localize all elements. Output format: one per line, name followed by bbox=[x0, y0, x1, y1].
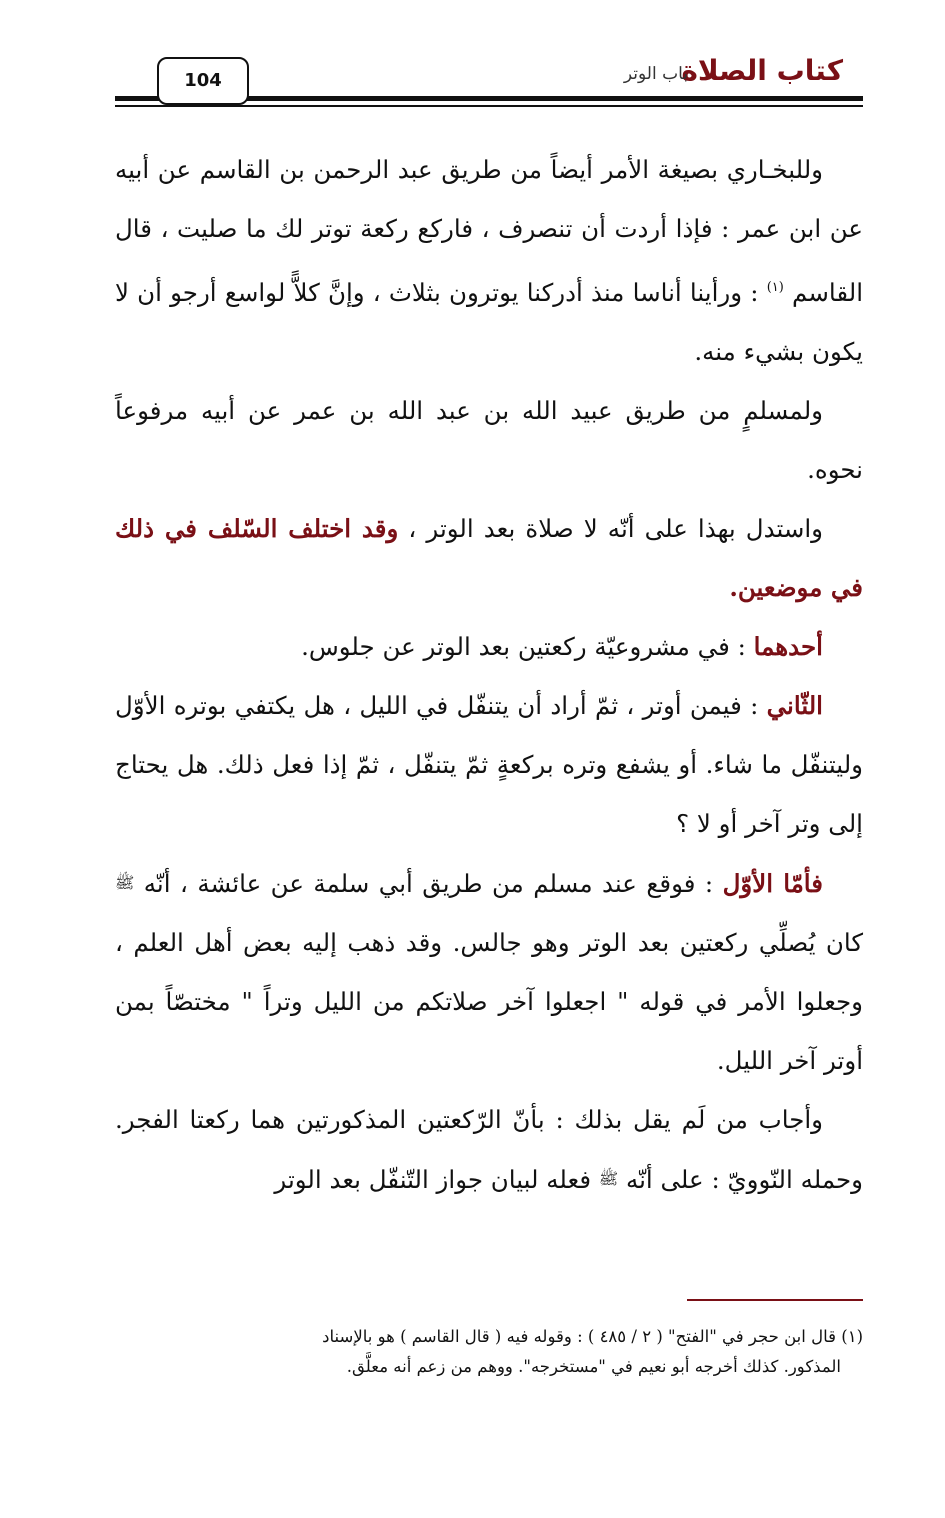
main-text bbox=[115, 140, 863, 1209]
footnotes bbox=[115, 1322, 863, 1382]
paragraph-5-label: الثّاني bbox=[766, 691, 823, 720]
paragraph-7-text-2: فعله لبيان جواز التّنفّل بعد الوتر bbox=[274, 1165, 599, 1194]
chapter-title: باب الوتر bbox=[623, 64, 688, 84]
footnote-1-line-1: (١) قال ابن حجر في "الفتح" ( ٢ / ٤٨٥ ) : وقوله فيه ( قال القاسم ) هو بالإسناد bbox=[322, 1327, 863, 1346]
paragraph-4-label: أحدهما bbox=[753, 632, 823, 661]
pbuh-icon: ﷺ bbox=[598, 1169, 619, 1188]
header-rule-thin bbox=[115, 105, 863, 107]
paragraph-7 bbox=[115, 1090, 863, 1209]
paragraph-2: ولمسلمٍ من طريق عبيد الله بن عبد الله بن عمر عن أبيه مرفوعاً نحوه. bbox=[115, 396, 863, 484]
paragraph-5-text: : فيمن أوتر ، ثمّ أراد أن يتنفّل في الليل ، هل يكتفي بوتره الأوّل وليتنفّل ما شاء. أو يشفع وتره بركعةٍ ثمّ يتنفّل ، ثمّ إذا فعل ذلك. هل يحتاج إلى وتر آخر أو لا ؟ bbox=[115, 691, 863, 838]
paragraph-6 bbox=[115, 853, 863, 1090]
pbuh-icon: ﷺ bbox=[115, 873, 135, 892]
paragraph-1 bbox=[115, 140, 863, 381]
paragraph-7-text-1: وأجاب من لَم يقل بذلك : بأنّ الرّكعتين المذكورتين هما ركعتا الفجر. وحمله النّوويّ : على أنّه bbox=[115, 1105, 863, 1194]
paragraph-5 bbox=[115, 676, 863, 853]
book-title: كتاب الصلاة bbox=[681, 54, 843, 87]
footnote-reference[interactable]: (١) bbox=[766, 280, 784, 295]
paragraph-3 bbox=[115, 499, 863, 617]
footnote-separator bbox=[687, 1299, 863, 1301]
paragraph-6-label: فأمّا الأوّل bbox=[722, 869, 823, 898]
paragraph-4-text: : في مشروعيّة ركعتين بعد الوتر عن جلوس. bbox=[301, 632, 754, 661]
paragraph-6-text-2: كان يُصلِّي ركعتين بعد الوتر وهو جالس. وقد ذهب إليه بعض أهل العلم ، وجعلوا الأمر في قوله " اجعلوا آخر صلاتكم من الليل وتراً " مختصّاً بمن أوتر آخر الليل. bbox=[115, 928, 863, 1075]
paragraph-3-text: واستدل بهذا على أنّه لا صلاة بعد الوتر ، bbox=[398, 514, 824, 543]
paragraph-6-text-1: : فوقع عند مسلم من طريق أبي سلمة عن عائشة ، أنّه bbox=[134, 869, 723, 898]
paragraph-4 bbox=[115, 617, 863, 676]
paragraph-1-text: وللبخـاري بصيغة الأمر أيضاً من طريق عبد الرحمن بن القاسم عن أبيه عن ابن عمر : فإذا أردت أن تنصرف ، فاركع ركعة توتر لك ما صليت ، قال القاسم bbox=[115, 155, 863, 307]
paragraph-1-rest: : ورأينا أناسا منذ أدركنا يوترون بثلاث ، وإنَّ كلاًّ لواسع أرجو أن لا يكون بشيء منه. bbox=[115, 278, 863, 366]
page-header bbox=[115, 52, 863, 112]
footnote-1-line-2: المذكور. كذلك أخرجه أبو نعيم في "مستخرجه". ووهم من زعم أنه معلَّق. bbox=[346, 1357, 841, 1376]
page-number: 104 bbox=[157, 57, 249, 105]
paragraph-3-highlight: وقد اختلف السّلف في ذلك في موضعين. bbox=[115, 514, 863, 602]
